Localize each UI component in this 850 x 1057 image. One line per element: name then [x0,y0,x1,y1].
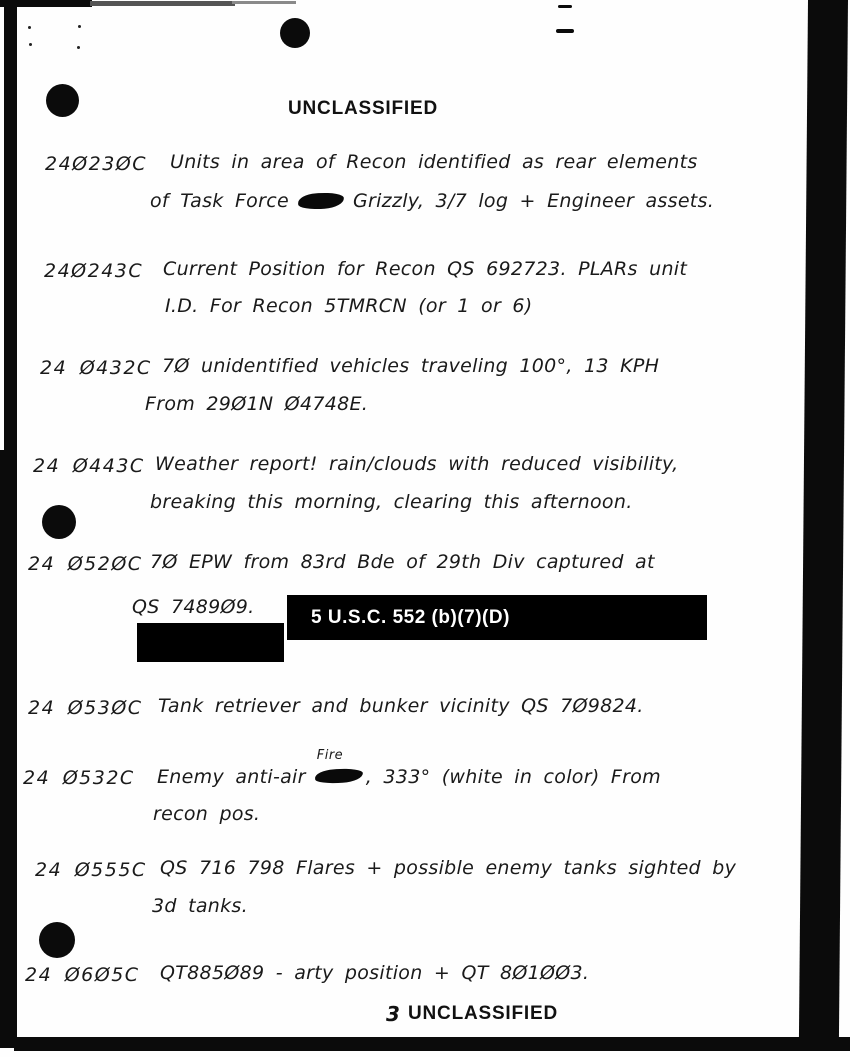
hole-punch-top-center [280,18,310,48]
entry-text-line [157,748,661,788]
top-edge-scan-border-faint [232,1,296,4]
classification-header: UNCLASSIFIED [288,98,438,119]
hole-punch-outline-mark-top [558,5,572,8]
hole-punch-outline-mark-bottom [556,29,574,33]
entry-text-segment: Enemy anti-air [157,765,306,788]
left-edge-scan-border-lower [0,450,14,1048]
corrected-word [315,748,363,788]
scan-speck [78,25,81,28]
classification-footer: UNCLASSIFIED [408,1003,558,1024]
entry-text-line: QT885Ø89 - arty position + QT 8Ø1ØØ3. [160,962,590,984]
entry-text-line: From 29Ø1N Ø4748E. [145,393,369,415]
entry-time: 24 Ø6Ø5C [25,964,140,986]
entry-text-line: QS 7489Ø9. [132,596,255,618]
top-edge-scan-border-gray [90,1,235,6]
hole-punch-middle-left [42,505,76,539]
entry-text-line: I.D. For Recon 5TMRCN (or 1 or 6) [165,295,533,317]
entry-time: 24Ø23ØC [45,153,148,175]
entry-time: 24 Ø532C [23,767,135,789]
scribble-strikeout [297,191,344,210]
entry-text-line: recon pos. [153,803,261,825]
scribble-strikeout [314,767,363,784]
page-number: 3 [386,1002,400,1026]
right-edge-scan-border [799,0,848,1043]
entry-time: 24 Ø443C [33,455,145,477]
redaction-bar [287,595,707,640]
entry-text-line: Weather report! rain/clouds with reduced visibility, [155,453,679,475]
top-edge-scan-border [0,0,92,7]
entry-text-line: Tank retriever and bunker vicinity QS 7Ø9824. [158,695,644,717]
entry-text-segment: , 333° (white in color) From [365,765,661,788]
scan-speck [29,43,32,46]
hole-punch-top-left [46,84,79,117]
entry-text-line: Units in area of Recon identified as rear elements [170,151,698,173]
redaction-block [137,623,284,662]
fire-annotation: Fire [316,748,344,763]
entry-time: 24 Ø52ØC [28,553,143,575]
entry-time: 24 Ø555C [35,859,147,881]
scan-speck [28,26,31,29]
entry-text-line: 7Ø EPW from 83rd Bde of 29th Div captured at [150,551,655,573]
entry-text-line: 3d tanks. [152,895,248,917]
entry-text-line: Current Position for Recon QS 692723. PLARs unit [163,258,688,280]
entry-text-segment: of Task Force [150,190,289,212]
scan-speck [77,46,80,49]
entry-time: 24 Ø432C [40,357,152,379]
entry-text-line: QS 716 798 Flares + possible enemy tanks sighted by [160,857,737,879]
entry-time: 24Ø243C [44,260,144,282]
entry-text-line: 7Ø unidentified vehicles traveling 100°, 13 KPH [162,355,660,377]
entry-text-segment: Grizzly, 3/7 log + Engineer assets. [352,190,715,212]
entry-text-line: breaking this morning, clearing this afternoon. [150,491,633,513]
entry-time: 24 Ø53ØC [28,697,143,719]
hole-punch-bottom-left [39,922,75,958]
bottom-edge-scan-border [14,1037,850,1051]
entry-text-line [150,190,714,212]
redaction-exemption-label: 5 U.S.C. 552 (b)(7)(D) [311,606,510,628]
